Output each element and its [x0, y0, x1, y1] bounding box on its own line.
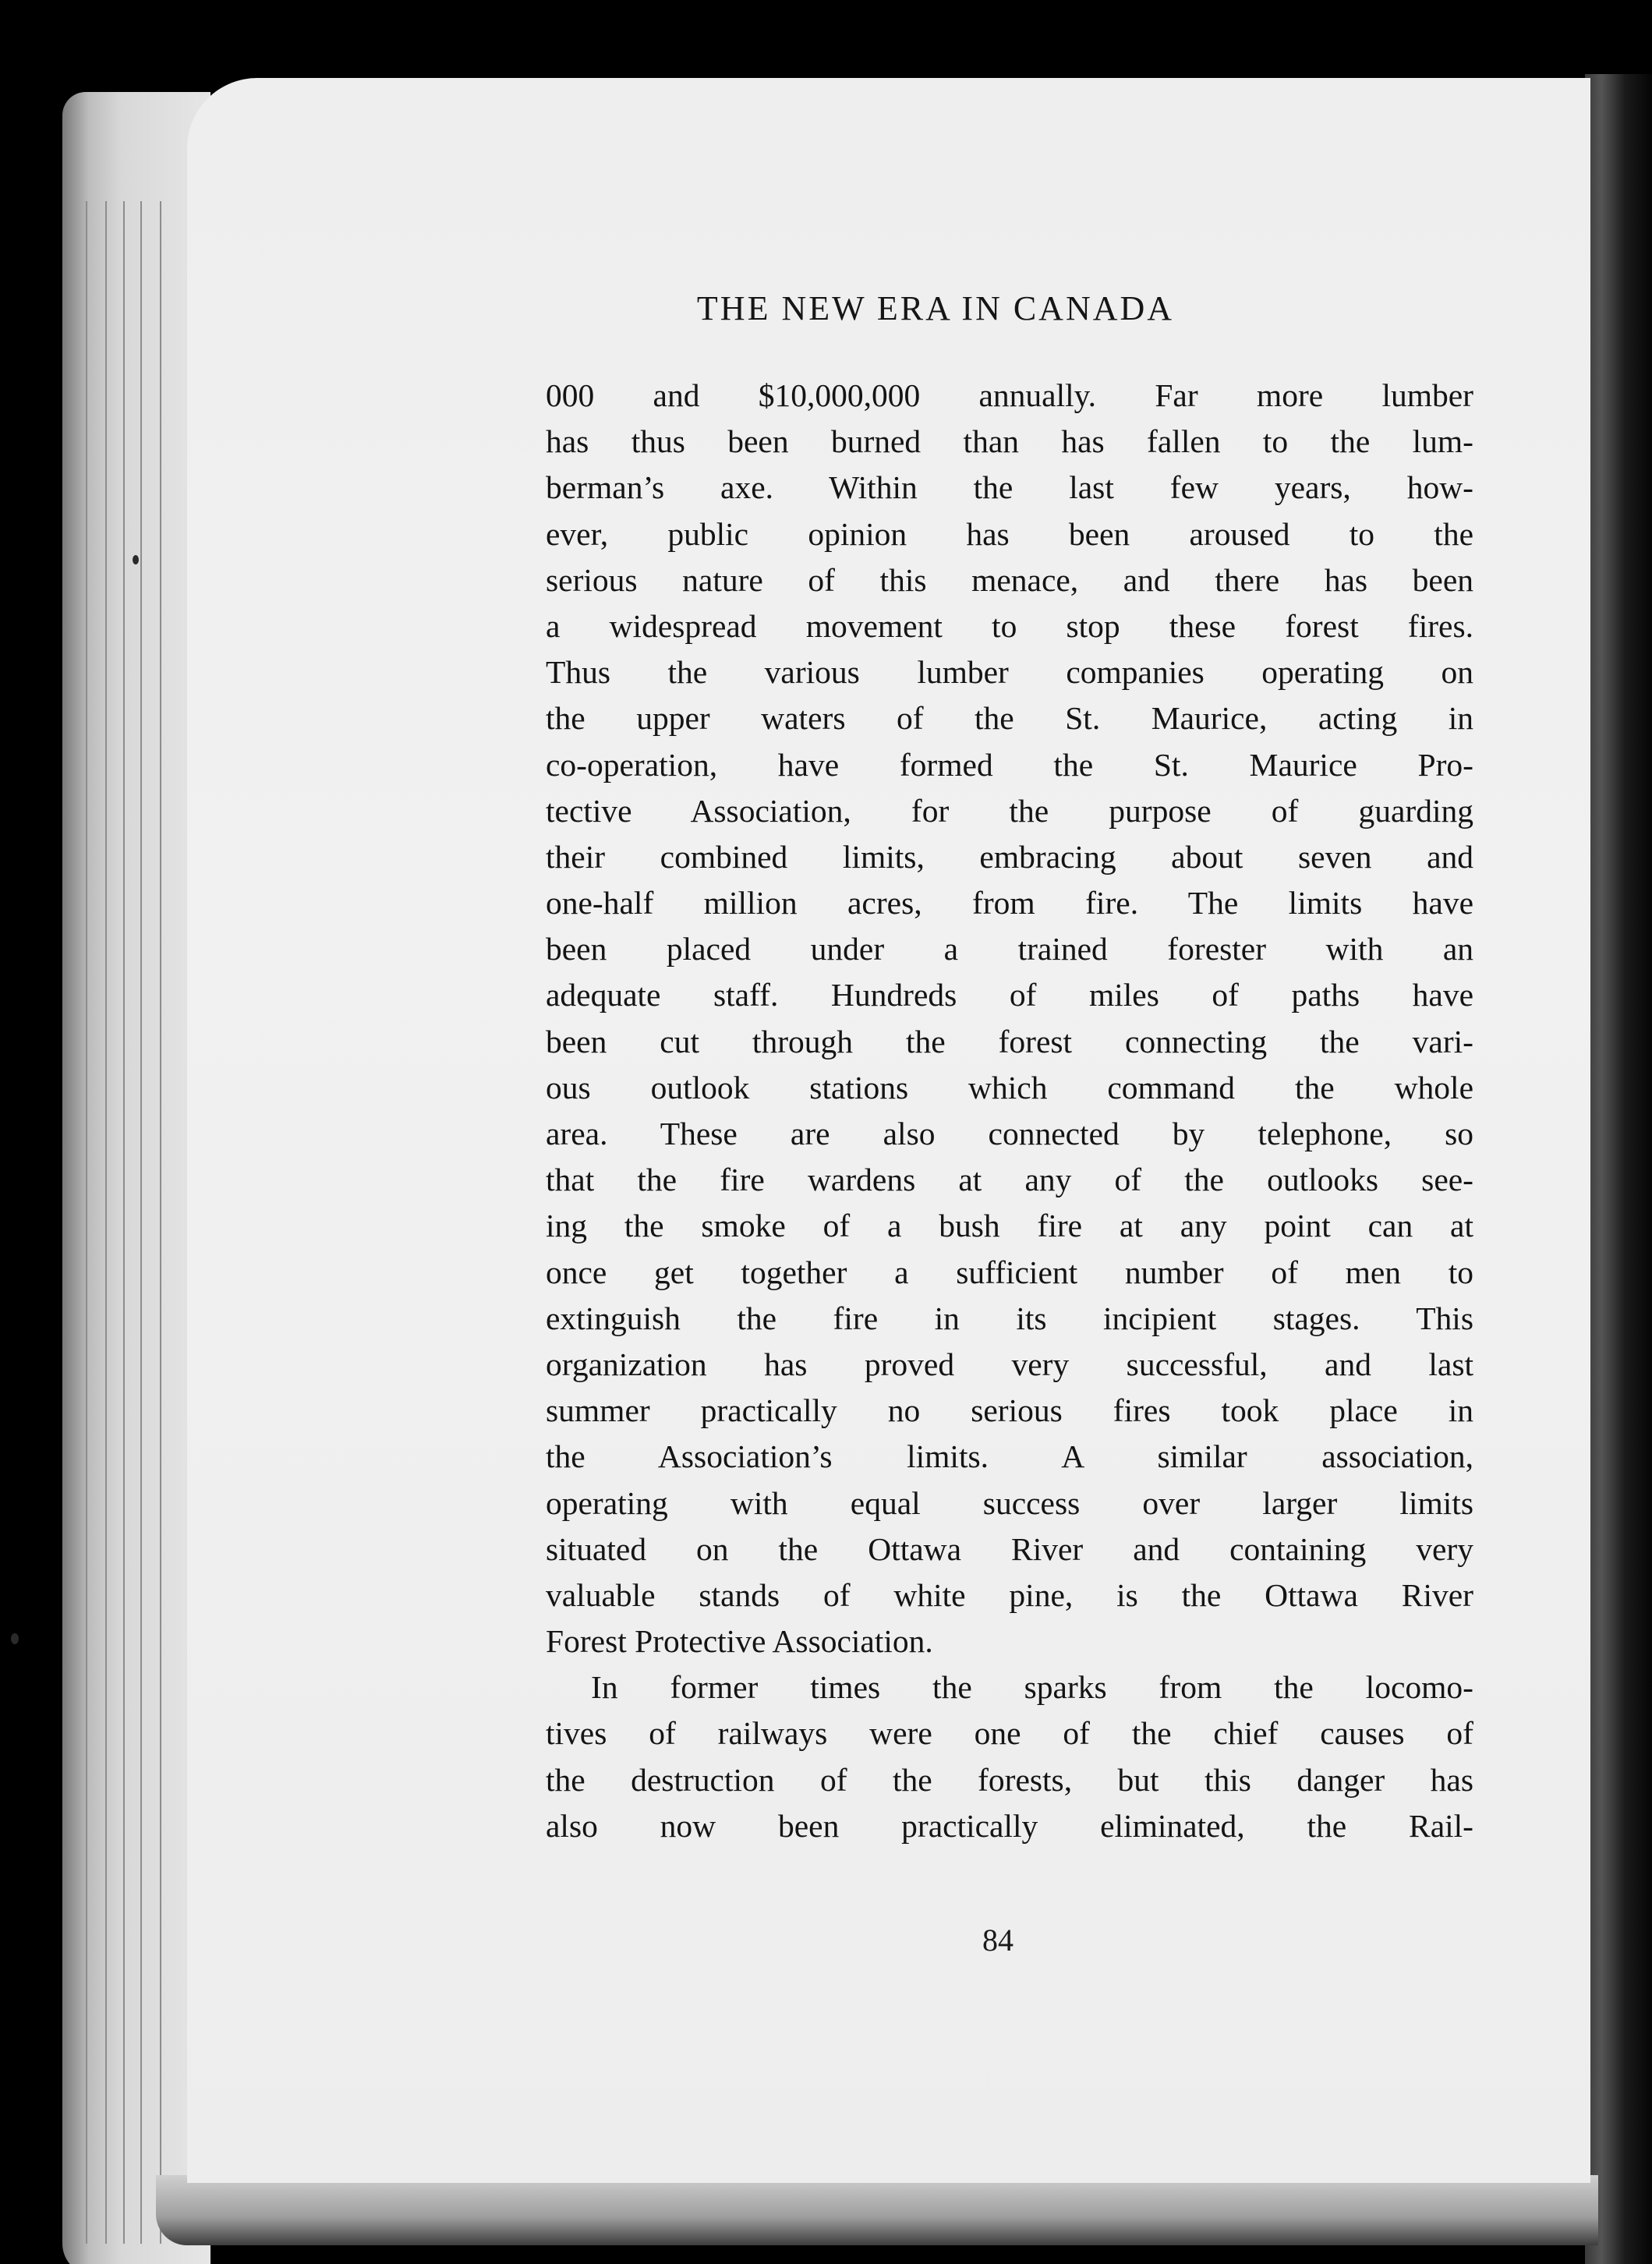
text-line: their combined limits, embracing about seven and: [546, 838, 1473, 875]
book-spine: [1585, 74, 1652, 2264]
text-line: that the fire wardens at any of the outlooks see-: [546, 1162, 1473, 1198]
edge-line: [123, 201, 125, 2244]
running-head: THE NEW ERA IN CANADA: [696, 289, 1175, 327]
edge-line: [140, 201, 142, 2244]
edge-line: [105, 201, 107, 2244]
text-line: tective Association, for the purpose of guarding: [546, 792, 1473, 829]
edge-line: [86, 201, 87, 2244]
body-text: [546, 373, 1473, 1849]
page-bottom-edge: [156, 2175, 1598, 2245]
text-line: tives of railways were one of the chief causes of: [546, 1715, 1473, 1752]
text-line: 000 and $10,000,000 annually. Far more lumber: [546, 377, 1473, 413]
text-line: operating with equal success over larger limits: [546, 1484, 1473, 1521]
text-line: been placed under a trained forester with an: [546, 931, 1473, 968]
text-line: also now been practically eliminated, the Rail-: [546, 1807, 1473, 1844]
text-line: Forest Protective Association.: [546, 1623, 933, 1660]
text-line: adequate staff. Hundreds of miles of paths have: [546, 977, 1473, 1013]
text-line: valuable stands of white pine, is the Ottawa River: [546, 1576, 1473, 1613]
text-line: has thus been burned than has fallen to the lum-: [546, 423, 1473, 460]
text-line: been cut through the forest connecting the vari-: [546, 1023, 1473, 1059]
text-line: In former times the sparks from the locomo-: [591, 1669, 1473, 1706]
text-line: ever, public opinion has been aroused to the: [546, 515, 1473, 552]
text-line: one-half million acres, from fire. The limits have: [546, 885, 1473, 922]
text-line: organization has proved very successful, and last: [546, 1346, 1473, 1382]
text-line: the Association’s limits. A similar association,: [546, 1438, 1473, 1475]
text-line: co-operation, have formed the St. Maurice Pro-: [546, 746, 1473, 783]
text-line: serious nature of this menace, and there has been: [546, 561, 1473, 598]
text-line: berman’s axe. Within the last few years, how-: [546, 469, 1473, 506]
text-line: once get together a sufficient number of men to: [546, 1254, 1473, 1290]
scan-speck: [133, 555, 139, 564]
text-line: ous outlook stations which command the whole: [546, 1069, 1473, 1105]
text-line: the destruction of the forests, but this danger has: [546, 1761, 1473, 1798]
scan-speck: [11, 1633, 19, 1644]
text-line: area. These are also connected by telephone, so: [546, 1116, 1473, 1151]
text-line: ing the smoke of a bush fire at any point can at: [546, 1208, 1473, 1244]
text-line: the upper waters of the St. Maurice, acting in: [546, 700, 1473, 737]
edge-line: [160, 201, 161, 2244]
page-number: 84: [982, 1923, 1013, 1958]
text-line: situated on the Ottawa River and containing very: [546, 1530, 1473, 1567]
text-line: summer practically no serious fires took place in: [546, 1392, 1473, 1429]
text-line: Thus the various lumber companies operating on: [546, 654, 1473, 691]
text-line: a widespread movement to stop these forest fires.: [546, 607, 1473, 644]
text-line: extinguish the fire in its incipient stages. This: [546, 1300, 1473, 1336]
